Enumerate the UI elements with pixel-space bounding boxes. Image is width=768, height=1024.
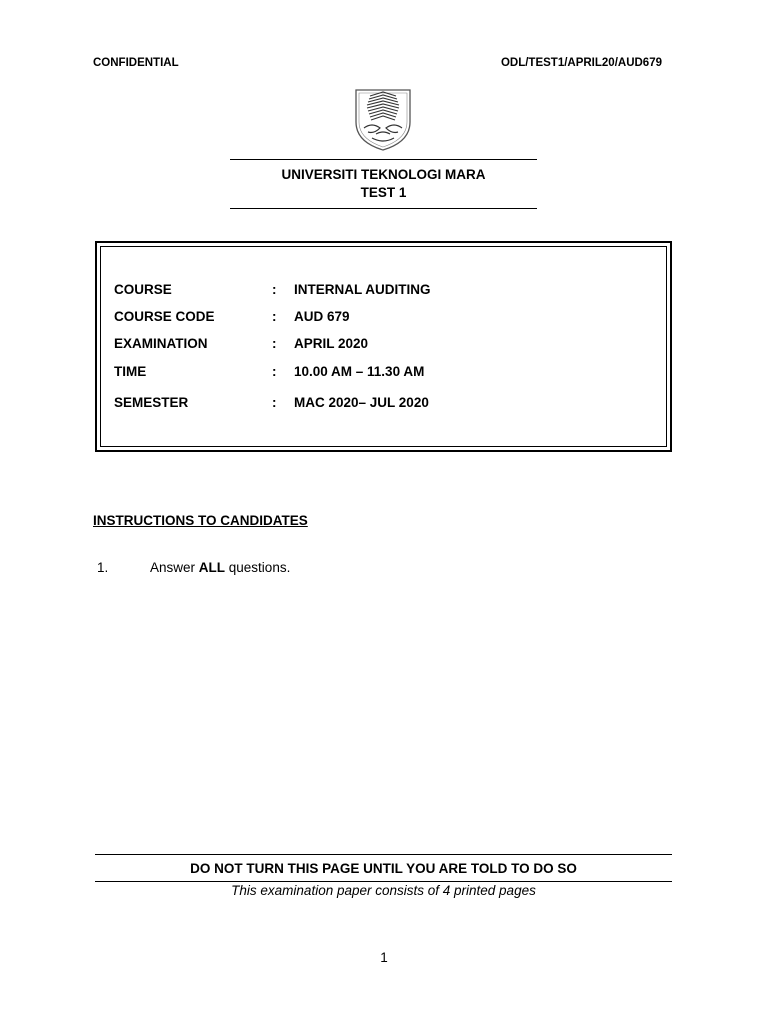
paper-reference-code: ODL/TEST1/APRIL20/AUD679: [500, 57, 662, 69]
exam-info-value: APRIL 2020: [294, 336, 369, 351]
exam-info-value: AUD 679: [294, 309, 350, 324]
footer-page-count-note: This examination paper consists of 4 printed pages: [231, 883, 536, 898]
exam-info-row-examination: [97, 336, 670, 354]
exam-info-label: TIME: [114, 364, 147, 379]
instruction-text: [150, 560, 290, 575]
exam-info-separator: :: [272, 336, 277, 351]
footer-top-rule: [95, 854, 672, 855]
exam-info-value: 10.00 AM – 11.30 AM: [294, 364, 425, 379]
university-name: UNIVERSITI TEKNOLOGI MARA: [281, 167, 486, 182]
exam-info-row-time: [97, 364, 670, 382]
exam-info-label: SEMESTER: [114, 395, 189, 410]
instruction-number: 1.: [97, 560, 109, 575]
exam-info-row-course-code: [97, 309, 670, 327]
university-crest-icon: [350, 86, 416, 152]
exam-info-separator: :: [272, 364, 277, 379]
title-bottom-rule: [230, 208, 537, 209]
exam-info-row-semester: [97, 395, 670, 413]
page-number: 1: [380, 950, 388, 965]
instruction-emphasis: ALL: [198, 560, 226, 575]
instruction-text-after: questions.: [225, 560, 291, 575]
exam-info-separator: :: [272, 309, 277, 324]
title-top-rule: [230, 159, 537, 160]
exam-info-box: [95, 241, 672, 452]
exam-info-value: MAC 2020– JUL 2020: [294, 395, 429, 410]
footer-warning: DO NOT TURN THIS PAGE UNTIL YOU ARE TOLD TO DO SO: [190, 861, 577, 876]
exam-info-separator: :: [272, 395, 277, 410]
confidential-label: CONFIDENTIAL: [93, 57, 179, 69]
instruction-text-before: Answer: [150, 560, 199, 575]
test-title: TEST 1: [360, 185, 407, 200]
footer-bottom-rule: [95, 881, 672, 882]
exam-info-label: EXAMINATION: [114, 336, 208, 351]
exam-info-row-course: [97, 282, 670, 300]
exam-info-label: COURSE: [114, 282, 172, 297]
exam-info-separator: :: [272, 282, 277, 297]
instructions-heading: INSTRUCTIONS TO CANDIDATES: [93, 513, 308, 528]
exam-info-label: COURSE CODE: [114, 309, 215, 324]
exam-info-value: INTERNAL AUDITING: [294, 282, 431, 297]
